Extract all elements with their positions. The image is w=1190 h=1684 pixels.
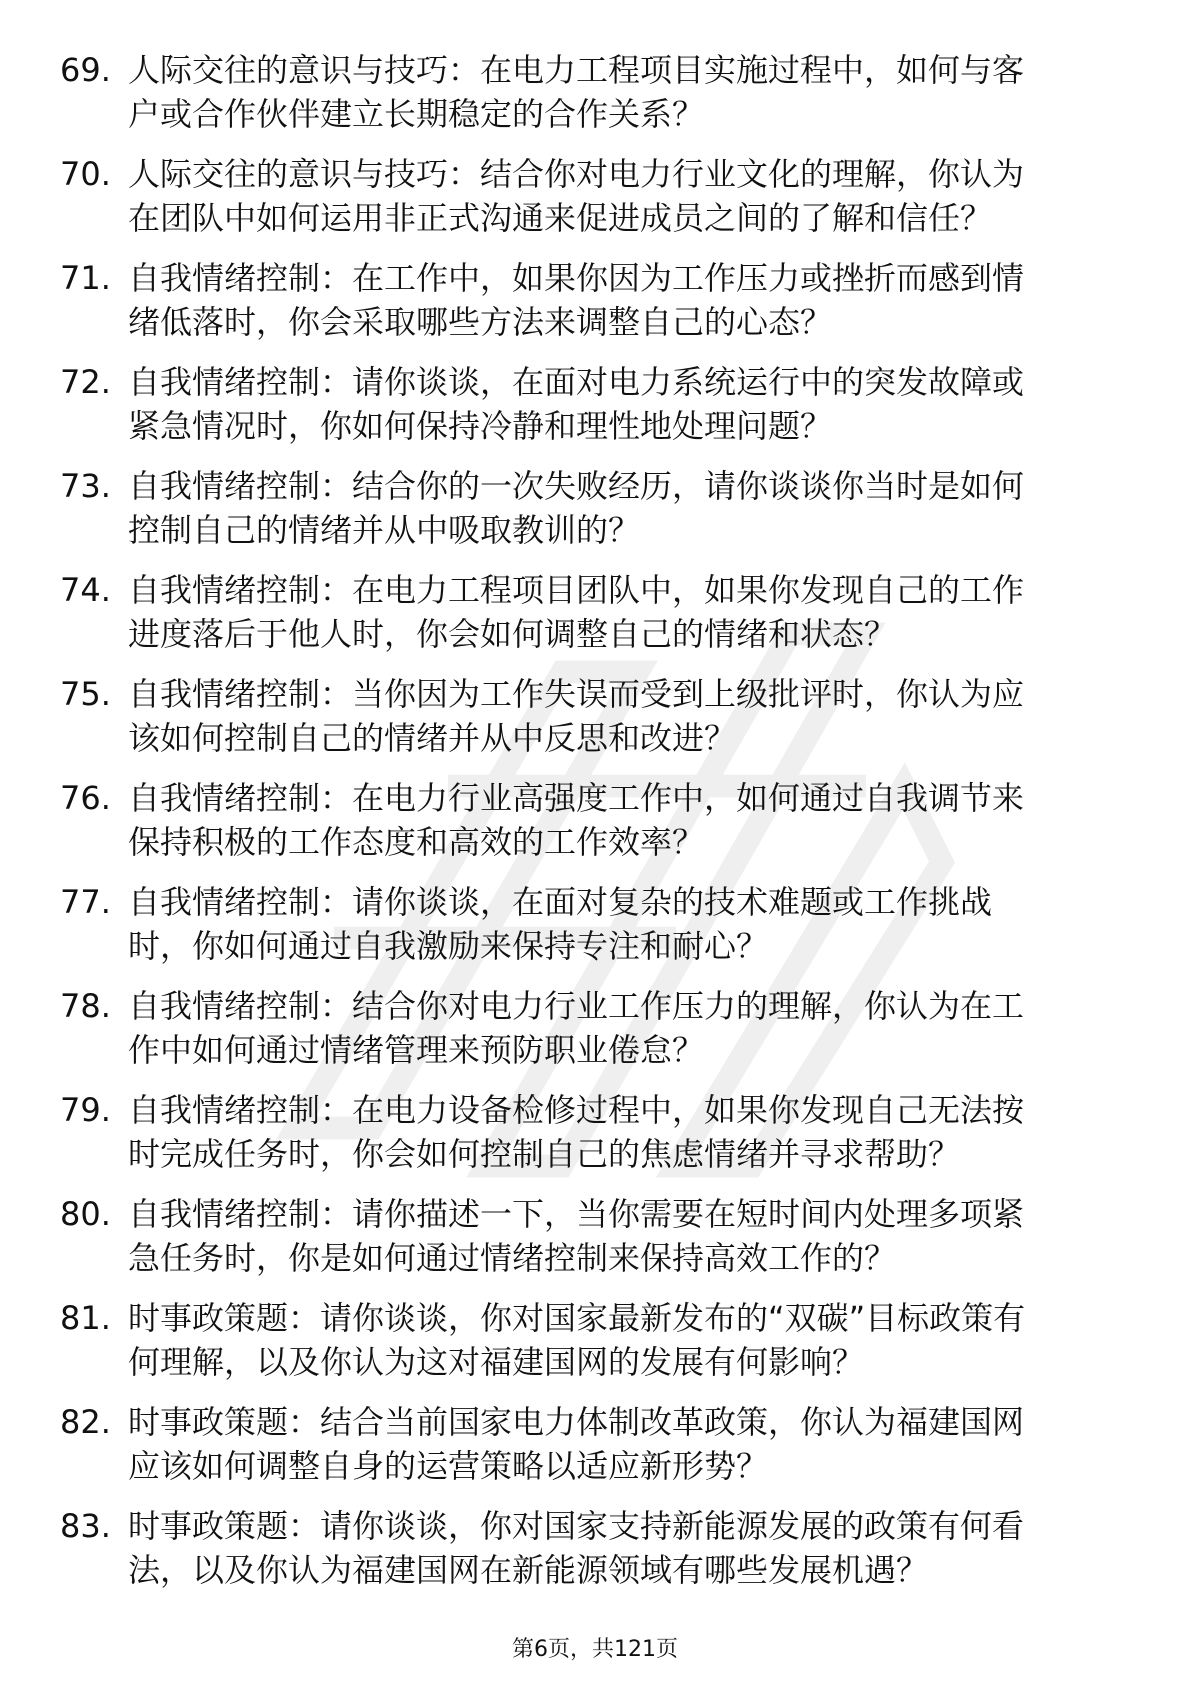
question-number: 75. — [60, 675, 111, 713]
page-footer: 第6页，共121页 — [512, 1637, 678, 1662]
question-number: 72. — [60, 363, 111, 401]
question-text-line: 时事政策题：结合当前国家电力体制改革政策，你认为福建国网 — [128, 1403, 1025, 1441]
question-text — [128, 1296, 1128, 1384]
question-text-line: 自我情绪控制：请你谈谈，在面对复杂的技术难题或工作挑战 — [128, 883, 993, 921]
question-item — [60, 1088, 1140, 1192]
question-item — [60, 152, 1140, 256]
question-text-line: 自我情绪控制：在电力行业高强度工作中，如何通过自我调节来 — [128, 779, 1025, 817]
question-item — [60, 1192, 1140, 1296]
question-text — [128, 984, 1128, 1072]
question-number: 80. — [60, 1195, 111, 1233]
question-number: 73. — [60, 467, 111, 505]
question-item — [60, 568, 1140, 672]
question-text-line: 自我情绪控制：请你描述一下，当你需要在短时间内处理多项紧 — [128, 1195, 1025, 1233]
question-number: 76. — [60, 779, 111, 817]
question-text-line: 绪低落时，你会采取哪些方法来调整自己的心态？ — [128, 303, 833, 341]
question-text-line: 紧急情况时，你如何保持冷静和理性地处理问题？ — [128, 407, 833, 445]
question-number: 79. — [60, 1091, 111, 1129]
question-text-line: 进度落后于他人时，你会如何调整自己的情绪和状态？ — [128, 615, 897, 653]
question-item — [60, 256, 1140, 360]
question-item — [60, 672, 1140, 776]
question-text-line: 自我情绪控制：请你谈谈，在面对电力系统运行中的突发故障或 — [128, 363, 1025, 401]
question-text-line: 该如何控制自己的情绪并从中反思和改进？ — [128, 719, 737, 757]
question-number: 69. — [60, 51, 111, 89]
question-text-line: 作中如何通过情绪管理来预防职业倦怠？ — [128, 1031, 705, 1069]
question-text — [128, 880, 1128, 968]
question-text-line: 人际交往的意识与技巧：在电力工程项目实施过程中，如何与客 — [128, 51, 1025, 89]
question-text-line: 自我情绪控制：在电力设备检修过程中，如果你发现自己无法按 — [128, 1091, 1025, 1129]
question-text — [128, 256, 1128, 344]
question-number: 70. — [60, 155, 111, 193]
question-text-line: 自我情绪控制：当你因为工作失误而受到上级批评时，你认为应 — [128, 675, 1025, 713]
question-text — [128, 1088, 1128, 1176]
question-item — [60, 776, 1140, 880]
question-text — [128, 1400, 1128, 1488]
question-text-line: 户或合作伙伴建立长期稳定的合作关系？ — [128, 95, 705, 133]
question-text-line: 在团队中如何运用非正式沟通来促进成员之间的了解和信任？ — [128, 199, 993, 237]
question-list — [60, 48, 1140, 1608]
question-text-line: 控制自己的情绪并从中吸取教训的？ — [128, 511, 641, 549]
question-number: 81. — [60, 1299, 111, 1337]
question-number: 74. — [60, 571, 111, 609]
question-text-line: 自我情绪控制：结合你对电力行业工作压力的理解，你认为在工 — [128, 987, 1025, 1025]
question-text — [128, 1192, 1128, 1280]
question-text — [128, 672, 1128, 760]
question-text-line: 时事政策题：请你谈谈，你对国家最新发布的“双碳”目标政策有 — [128, 1299, 1026, 1337]
question-text — [128, 48, 1128, 136]
question-item — [60, 464, 1140, 568]
question-text-line: 自我情绪控制：结合你的一次失败经历，请你谈谈你当时是如何 — [128, 467, 1025, 505]
question-text — [128, 568, 1128, 656]
question-text-line: 保持积极的工作态度和高效的工作效率？ — [128, 823, 705, 861]
question-item — [60, 360, 1140, 464]
question-text-line: 法，以及你认为福建国网在新能源领域有哪些发展机遇？ — [128, 1551, 929, 1589]
question-text-line: 时完成任务时，你会如何控制自己的焦虑情绪并寻求帮助？ — [128, 1135, 961, 1173]
question-item — [60, 1400, 1140, 1504]
question-text-line: 自我情绪控制：在电力工程项目团队中，如果你发现自己的工作 — [128, 571, 1025, 609]
question-text — [128, 360, 1128, 448]
question-text — [128, 152, 1128, 240]
question-item — [60, 880, 1140, 984]
question-text — [128, 1504, 1128, 1592]
question-text-line: 应该如何调整自身的运营策略以适应新形势？ — [128, 1447, 769, 1485]
question-text-line: 何理解，以及你认为这对福建国网的发展有何影响？ — [128, 1343, 865, 1381]
question-number: 83. — [60, 1507, 111, 1545]
question-text-line: 时事政策题：请你谈谈，你对国家支持新能源发展的政策有何看 — [128, 1507, 1025, 1545]
question-item — [60, 48, 1140, 152]
question-item — [60, 1504, 1140, 1608]
question-item — [60, 984, 1140, 1088]
question-text-line: 急任务时，你是如何通过情绪控制来保持高效工作的？ — [128, 1239, 897, 1277]
question-item — [60, 1296, 1140, 1400]
question-number: 71. — [60, 259, 111, 297]
question-number: 78. — [60, 987, 111, 1025]
question-text-line: 自我情绪控制：在工作中，如果你因为工作压力或挫折而感到情 — [128, 259, 1025, 297]
question-text — [128, 464, 1128, 552]
question-text-line: 人际交往的意识与技巧：结合你对电力行业文化的理解，你认为 — [128, 155, 1025, 193]
question-number: 77. — [60, 883, 111, 921]
question-text — [128, 776, 1128, 864]
question-text-line: 时，你如何通过自我激励来保持专注和耐心？ — [128, 927, 769, 965]
question-number: 82. — [60, 1403, 111, 1441]
